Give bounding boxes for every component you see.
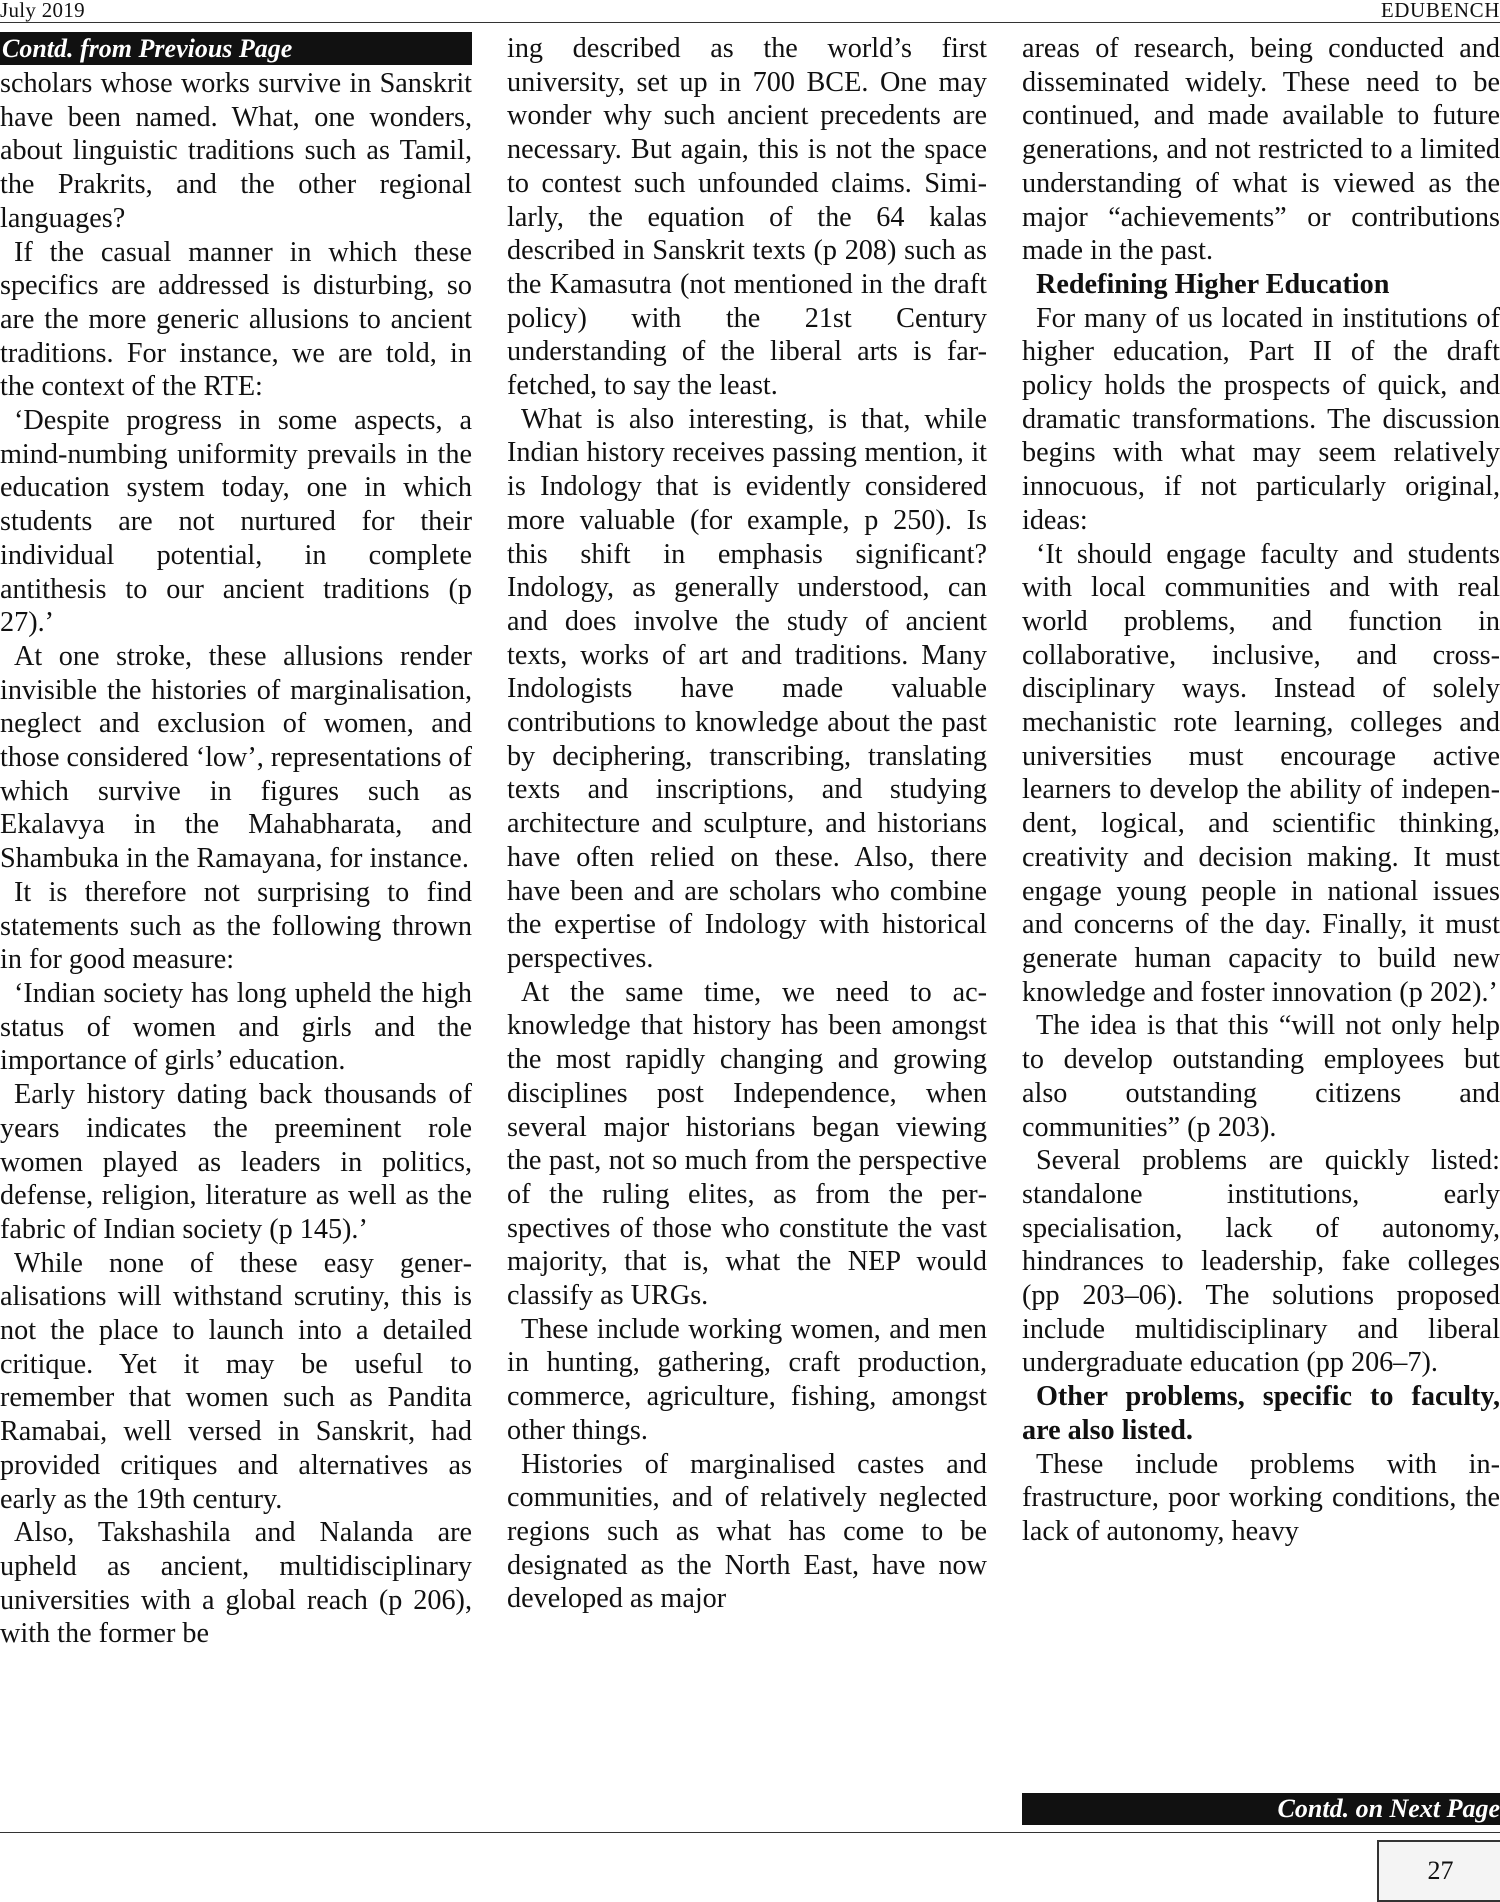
continued-on-banner: Contd. on Next Page <box>1022 1793 1500 1825</box>
quote-paragraph: Early history dating back thousands of years indicates the preeminent role women played as leaders in politics, defense, religion, literature as well as the fabric of Indian society (p 145).’ <box>0 1079 472 1245</box>
issue-date: July 2019 <box>0 0 85 22</box>
subheading: Other problems, specific to faculty, are also listed. <box>1022 1381 1500 1446</box>
paragraph: Several problems are quickly listed: standalone institutions, early specialisation, lack of autonomy, hindrances to leadership, fake colleges (pp 203–06). The solutions proposed include multidisciplinary and liberal undergraduate education (pp 206–7). <box>1022 1145 1500 1379</box>
page-number: 27 <box>1377 1840 1500 1902</box>
paragraph: While none of these easy generalisations will withstand scrutiny, this is not the place to launch into a detailed critique. Yet it may be useful to remember that women such as Pandita Ramabai, well versed in Sanskrit, had provided critiques and alternatives as early as the 19th century. <box>0 1247 472 1515</box>
paragraph: The idea is that this “will not only help to develop outstanding employees but also outstanding citizens and communities” (p 203). <box>1022 1010 1500 1143</box>
paragraph: ing described as the world’s first university, set up in 700 BCE. One may wonder why such ancient precedents are necessary. But again, this is not the space to contest such unfounded claims. Similarly, the equation of the 64 kalas described in Sanskrit texts (p 208) such as the Kamasutra (not mentioned in the draft policy) with the 21st Century understanding of the liberal arts is far-fetched, to say the least. <box>507 33 987 402</box>
paragraph: areas of research, being conducted and disseminated widely. These need to be continued, and made available to future generations, and not restricted to a limited understanding of what is viewed as the major “achievements” or contributions made in the past. <box>1022 33 1500 267</box>
paragraph: If the casual manner in which these specifics are addressed is disturbing, so are the more generic allusions to ancient traditions. For instance, we are told, in the context of the RTE: <box>0 236 472 403</box>
paragraph: It is therefore not surprising to find statements such as the following thrown in for good measure: <box>0 876 472 976</box>
continued-from-banner: Contd. from Previous Page <box>0 32 472 65</box>
quote-paragraph: ‘It should engage faculty and students with local communities and with real world problems, and function in collaborative, inclusive, and cross-disciplinary ways. Instead of solely mechanistic rote learning, colleges and universities must encourage active learners to develop the ability of independent, logical, and scientific thinking, creativity and decision making. It must engage young people in national issues and concerns of the day. Finally, it must generate human capacity to build new knowledge and foster innovation (p 202).’ <box>1022 538 1500 1008</box>
publication-name: EDUBENCH <box>1380 0 1500 22</box>
paragraph: For many of us located in institutions of higher education, Part II of the draft policy holds the prospects of quick, and dramatic transformations. The discussion begins with what may seem relatively innocuous, if not particularly original, ideas: <box>1022 302 1500 536</box>
paragraph: At one stroke, these allusions render invisible the histories of marginalisation, neglect and exclusion of women, and those considered ‘low’, representations of which survive in figures such as Ekalavya in the Mahabharata, and Shambuka in the Ramayana, for instance. <box>0 640 472 875</box>
quote-paragraph: ‘Despite progress in some aspects, a mind-numbing uniformity prevails in the education system today, one in which students are not nurtured for their individual potential, in complete antithesis to our ancient traditions (p 27).’ <box>0 405 472 639</box>
paragraph: Histories of marginalised castes and communities, and of relatively neglected regions such as what has come to be designated as the North East, have now developed as major <box>507 1448 987 1615</box>
paragraph: These include working women, and men in hunting, gathering, craft production, commerce, agriculture, fishing, amongst other things. <box>507 1313 987 1446</box>
paragraph: These include problems with infrastructure, poor working conditions, the lack of autonomy, heavy <box>1022 1448 1500 1547</box>
paragraph: scholars whose works survive in Sanskrit have been named. What, one wonders, about linguistic traditions such as Tamil, the Prakrits, and the other regional languages? <box>0 68 472 234</box>
section-heading: Redefining Higher Education <box>1036 268 1390 300</box>
paragraph: Also, Takshashila and Nalanda are upheld as ancient, multidisciplinary universities with a global reach (p 206), with the former be <box>0 1517 472 1650</box>
footer-rule <box>0 1832 1500 1833</box>
paragraph: At the same time, we need to acknowledge that history has been amongst the most rapidly changing and growing disciplines post Independence, when several major historians began viewing the past, not so much from the perspective of the ruling elites, as from the perspectives of those who constitute the vast majority, that is, what the NEP would classify as URGs. <box>507 976 987 1312</box>
paragraph: What is also interesting, is that, while Indian history receives passing mention, it is Indology that is evidently considered more valuable (for example, p 250). Is this shift in emphasis significant? Indology, as generally understood, can and does involve the study of ancient texts, works of art and traditions. Many Indologists have made valuable contributions to knowledge about the past by deciphering, transcribing, translating texts and inscriptions, and studying architecture and sculpture, and historians have often relied on these. Also, there have been and are scholars who combine the expertise of Indology with historical perspectives. <box>507 403 987 974</box>
column-2 <box>507 32 987 1616</box>
running-header <box>0 0 1500 22</box>
column-3 <box>1022 32 1500 1549</box>
quote-paragraph: ‘Indian society has long upheld the high status of women and girls and the importance of girls’ education. <box>0 977 472 1077</box>
column-1 <box>0 32 472 1651</box>
header-rule <box>0 22 1500 23</box>
